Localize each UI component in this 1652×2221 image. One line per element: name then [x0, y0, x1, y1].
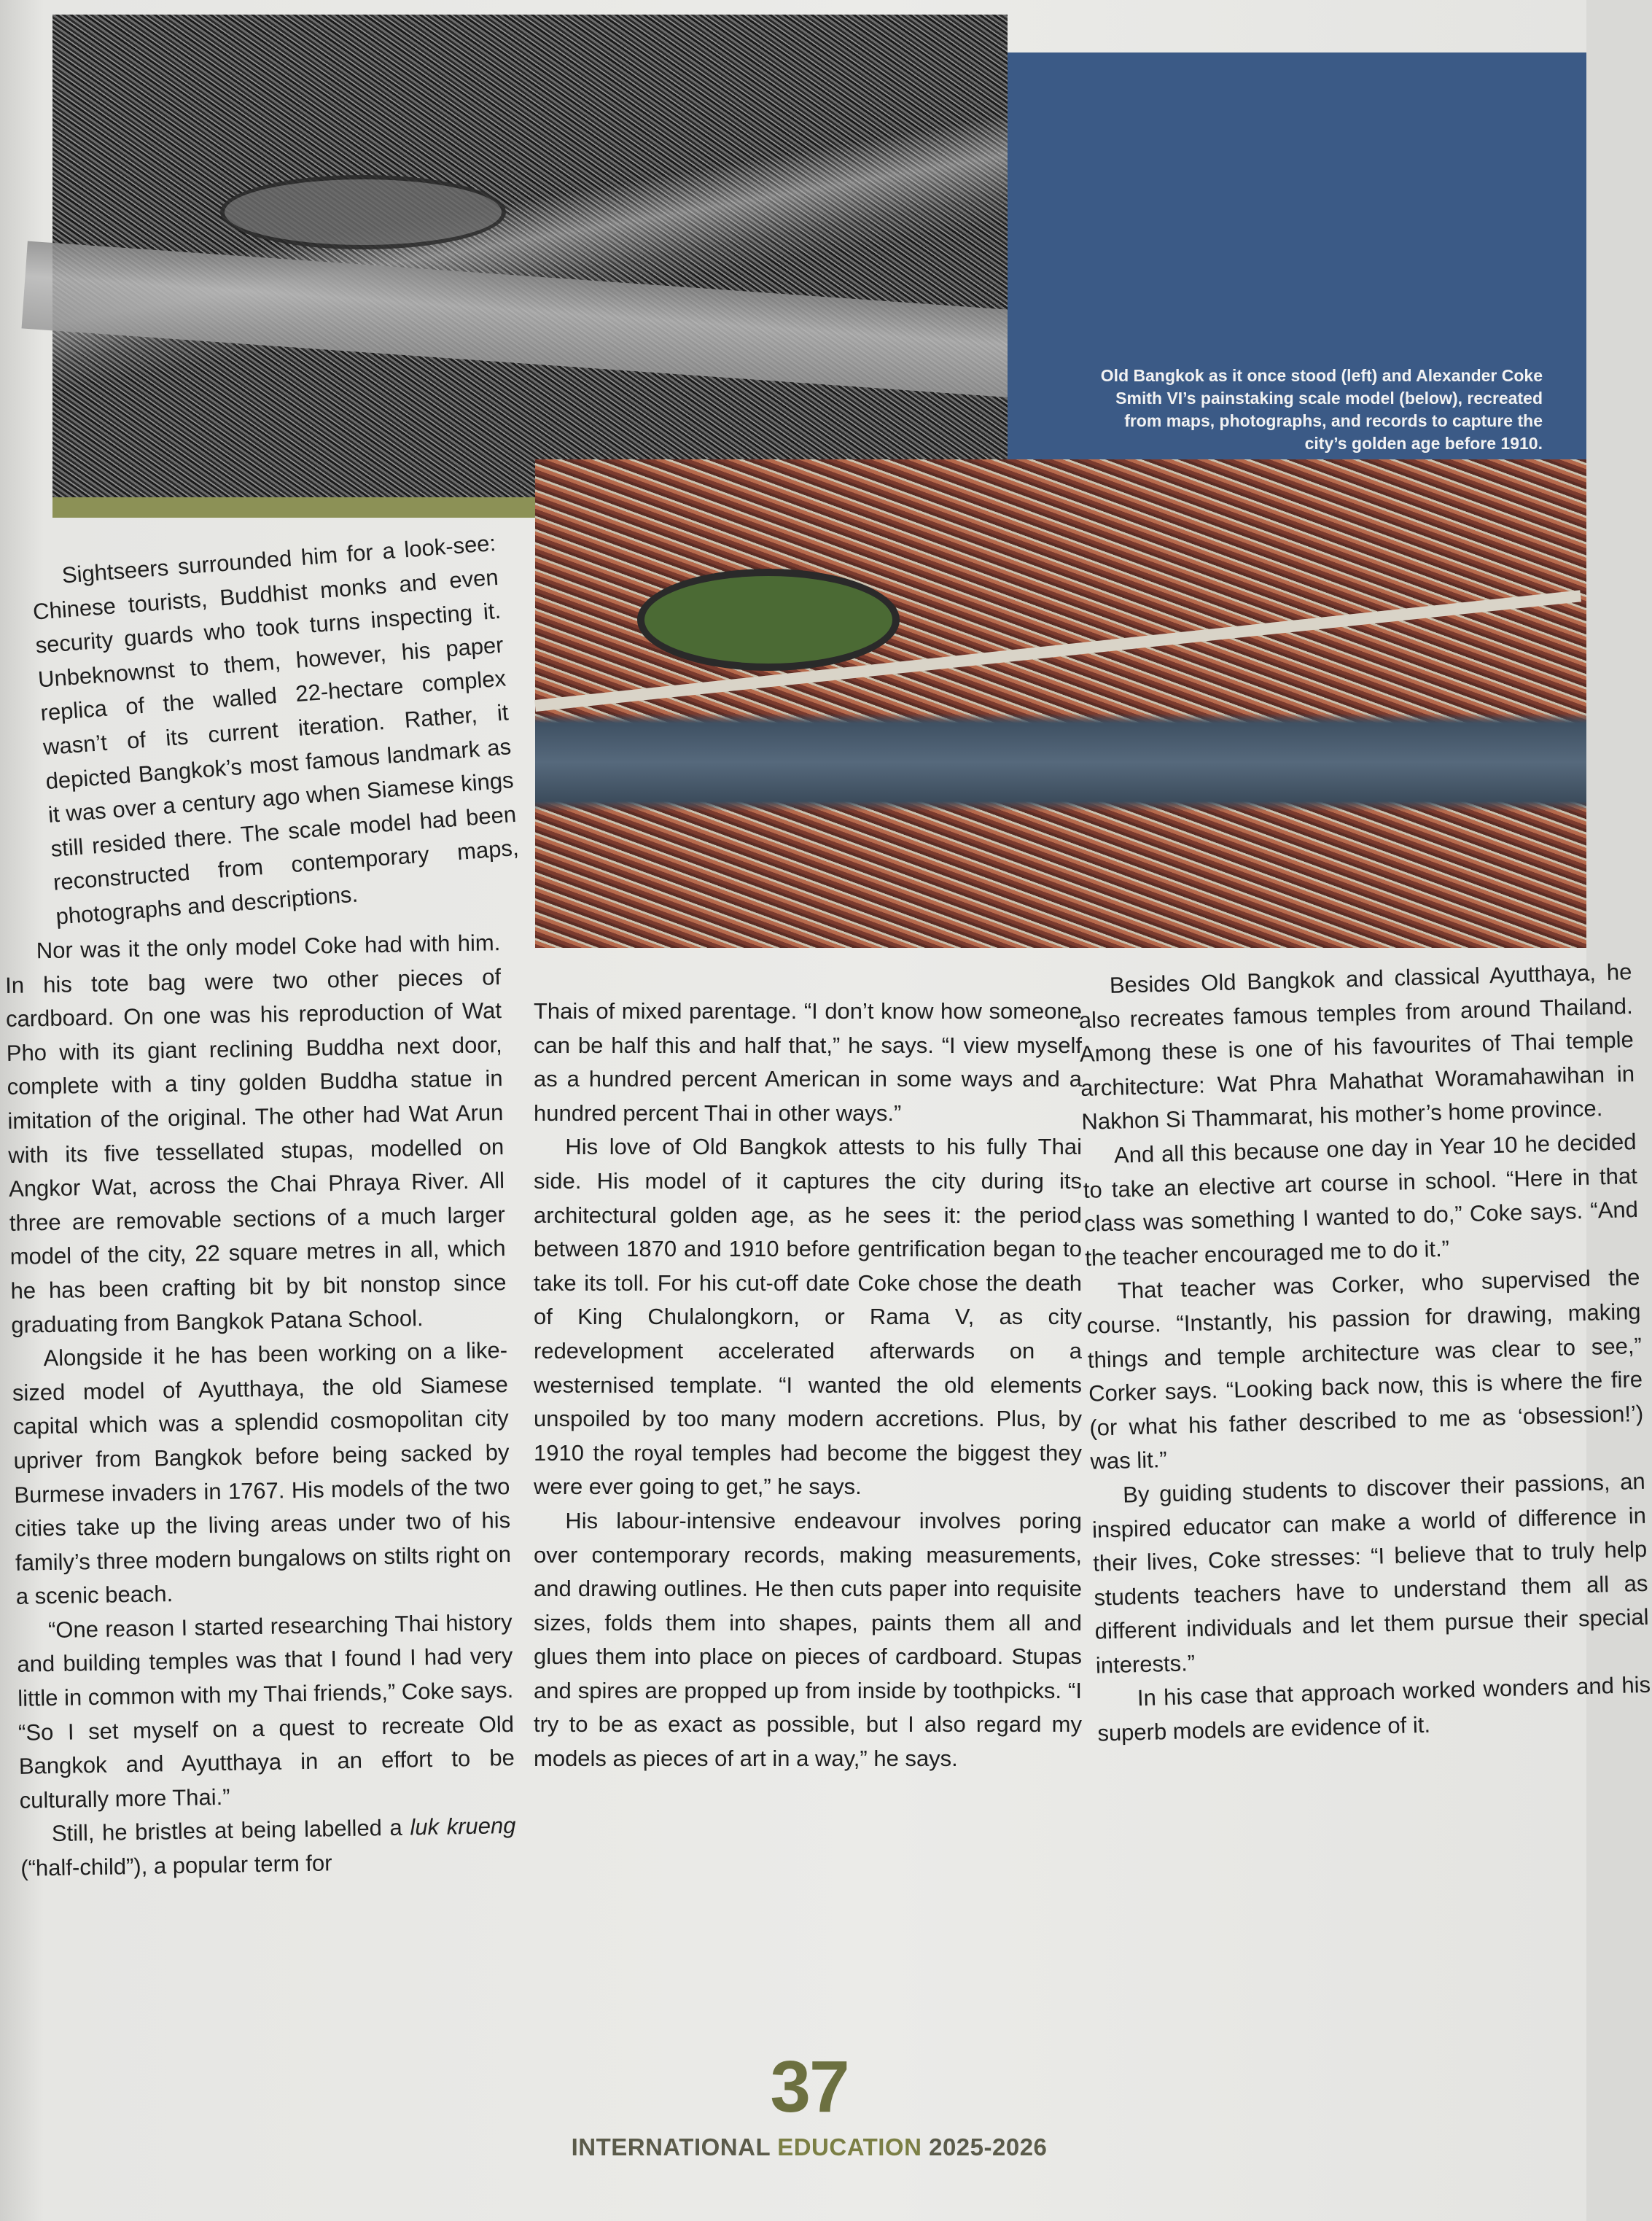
paragraph: Nor was it the only model Coke had with him. In his tote bag were two other pieces of cardboard. On one was his reproduction of Wat Pho with its giant reclining Buddha next door, complete with a tiny golden Buddha statue in imitation of the original. The other had Wat Arun with its five tessellated stupas, modelled on Angkor Wat, across the Chai Phraya River. All three are removable sections of a much larger model of the city, 22 square metres in all, which he has been crafting bit by bit nonstop since graduating from Bangkok Patana School. — [4, 930, 507, 1338]
italic-term: luk krueng — [410, 1813, 516, 1840]
paragraph: In his case that approach worked wonders and his superb models are evidence of it. — [1096, 1672, 1651, 1746]
page-number: 37 — [770, 2046, 849, 2128]
palace-grounds-in-photo — [220, 175, 506, 249]
paragraph: And all this because one day in Year 10 he decided to take an elective art course in school. “Here in that class was something I wanted to do,” Coke says. “And the teacher encouraged me to do it.” — [1083, 1128, 1639, 1271]
column-2 — [534, 995, 1082, 1776]
column-1-top — [29, 526, 523, 934]
paragraph: Sightseers surrounded him for a look-see: Chinese tourists, Buddhist monks and even security guards who took turns inspecting it. Unbeknownst to them, however, his paper replica of the walled 22-hectare complex wasn’t of its current iteration. Rather, it depicted Bangkok’s most famous landmark as it was over a century ago when Siamese kings still resided there. The scale model had been reconstructed from contemporary maps, photographs and descriptions. — [31, 529, 520, 930]
aerial-photo-old-bangkok — [52, 15, 1008, 518]
scale-model-photo — [535, 459, 1586, 948]
river-in-photo — [22, 241, 1061, 401]
magazine-title — [554, 2134, 1064, 2161]
olive-band — [52, 497, 548, 518]
model-green-field — [637, 569, 900, 671]
title-accent: EDUCATION — [777, 2134, 922, 2160]
title-part: INTERNATIONAL — [571, 2134, 778, 2160]
paragraph: His labour-intensive endeavour involves poring over contemporary records, making measurements, and drawing outlines. He then cuts paper into requisite sizes, folds them into shapes, paints them all and glues them into place on pieces of cardboard. Stupas and spires are propped up from inside by toothpicks. “I try to be as exact as possible, but I also regard my models as pieces of art in a way,” he says. — [534, 1507, 1082, 1772]
paragraph: His love of Old Bangkok attests to his fully Thai side. His model of it captures the city during its architectural golden age, as he sees it: the period between 1870 and 1910 before gentrification began to take its toll. For his cut-off date Coke chose the death of King Chulalongkorn, or Rama V, as city redevelopment accelerated afterwards on a westernised template. “I wanted the old elements unspoiled by too many modern accretions. Plus, by 1910 the royal temples had become the biggest they were ever going to get,” he says. — [534, 1134, 1082, 1500]
folio — [554, 2046, 1064, 2161]
column-1 — [4, 926, 517, 1886]
paragraph: That teacher was Corker, who supervised the course. “Instantly, his passion for drawing, making things and temple architecture was clear to see,” Corker says. “Looking back now, this is where the fire (or what his father described to me as ‘obsession!’) was lit.” — [1086, 1264, 1644, 1475]
paragraph: Thais of mixed parentage. “I don’t know how someone can be half this and half that,” he says. “I view myself as a hundred percent American in some ways and a hundred percent Thai in other ways.” — [534, 998, 1082, 1126]
title-part: 2025-2026 — [922, 2134, 1048, 2160]
paragraph — [20, 1809, 517, 1886]
photo-caption: Old Bangkok as it once stood (left) and Alexander Coke Smith VI’s painstaking scale model (below), recreated from maps, photographs, and records to capture the city’s golden age before 1910. — [1100, 366, 1543, 453]
column-3 — [1078, 955, 1652, 1751]
text-run: Still, he bristles at being labelled a — [51, 1814, 410, 1847]
paragraph: By guiding students to discover their passions, an inspired educator can make a world of difference in their lives, Coke stresses: “I believe that to truly help students teachers have to understand them all as different individuals and let them pursue their special interests.” — [1091, 1468, 1649, 1679]
paragraph: Alongside it he has been working on a like-sized model of Ayutthaya, the old Siamese capital which was a splendid cosmopolitan city upriver from Bangkok before being sacked by Burmese invaders in 1767. His models of the two cities take up the living areas under two of his family’s three modern bungalows on stilts right on a scenic beach. — [12, 1337, 512, 1610]
caption-box — [1008, 52, 1586, 464]
paragraph: “One reason I started researching Thai history and building temples was that I found I had very little in common with my Thai friends,” Coke says. “So I set myself on a quest to recreate Old Bangkok and Ayutthaya in an effort to be culturally more Thai.” — [17, 1609, 515, 1813]
paragraph: Besides Old Bangkok and classical Ayutthaya, he also recreates famous temples from around Thailand. Among these is one of his favourites of Thai temple architecture: Wat Phra Mahathat Woramahawihan in Nakhon Si Thammarat, his mother’s home province. — [1078, 959, 1635, 1135]
text-run: (“half-child”), a popular term for — [20, 1850, 332, 1881]
